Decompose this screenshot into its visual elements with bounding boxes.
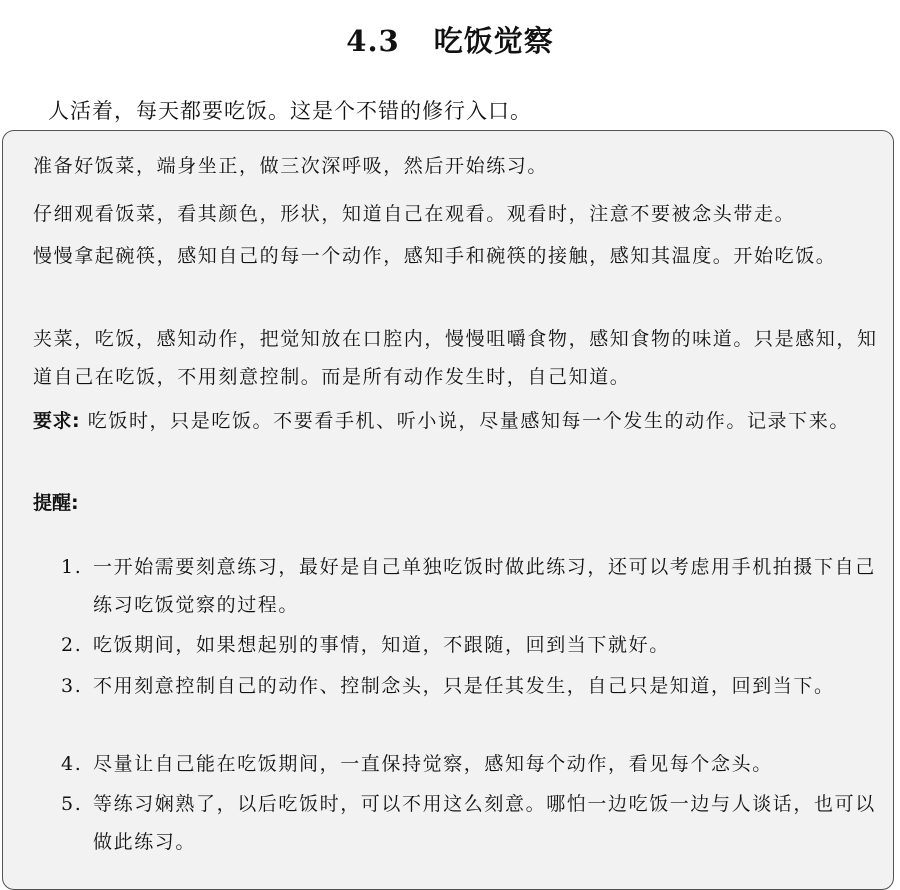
section-title-text: 吃饭觉察 (433, 24, 554, 59)
list-item-number: 1. (61, 556, 83, 578)
list-item-text: 一开始需要刻意练习，最好是自己单独吃饭时做此练习，还可以考虑用手机拍摄下自己练习吃饭觉察的过程。 (93, 556, 876, 616)
list-item-text: 吃饭期间，如果想起别的事情，知道，不跟随，回到当下就好。 (93, 634, 670, 656)
list-item (61, 745, 876, 783)
intro-text: 人活着，每天都要吃饭。这是个不错的修行入口。 (48, 99, 532, 123)
list-item (61, 785, 876, 861)
list-item-text: 等练习娴熟了，以后吃饭时，可以不用这么刻意。哪怕一边吃饭一边与人谈话，也可以做此练习。 (93, 793, 876, 853)
list-item-text: 不用刻意控制自己的动作、控制念头，只是任其发生，自己只是知道，回到当下。 (93, 675, 835, 697)
list-item-number: 5. (61, 793, 83, 815)
paragraph-observe: 仔细观看饭菜，看其颜色，形状，知道自己在观看。观看时，注意不要被念头带走。 (33, 203, 796, 225)
practice-box (2, 130, 894, 890)
paragraph-pickup: 慢慢拿起碗筷，感知自己的每一个动作，感知手和碗筷的接触，感知其温度。开始吃饭。 (33, 245, 837, 267)
list-item (61, 667, 876, 705)
list-item-number: 2. (61, 634, 83, 656)
paragraph-eat: 夹菜，吃饭，感知动作，把觉知放在口腔内，慢慢咀嚼食物，感知食物的味道。只是感知，知道自己在吃饭，不用刻意控制。而是所有动作发生时，自己知道。 (33, 328, 878, 388)
requirement-label: 要求: (33, 410, 81, 432)
requirement-text: 吃饭时，只是吃饭。不要看手机、听小说，尽量感知每一个发生的动作。记录下来。 (80, 410, 850, 432)
list-item (61, 626, 876, 664)
list-item-number: 4. (61, 753, 83, 775)
paragraph-prepare: 准备好饭菜，端身坐正，做三次深呼吸，然后开始练习。 (33, 155, 549, 177)
list-item-text: 尽量让自己能在吃饭期间，一直保持觉察，感知每个动作，看见每个念头。 (93, 753, 773, 775)
reminder-label: 提醒: (33, 492, 79, 514)
list-item (61, 548, 876, 624)
list-item-number: 3. (61, 675, 83, 697)
paragraph-requirement (33, 402, 883, 440)
section-number: 4.3 (346, 24, 400, 59)
section-title (0, 21, 900, 61)
